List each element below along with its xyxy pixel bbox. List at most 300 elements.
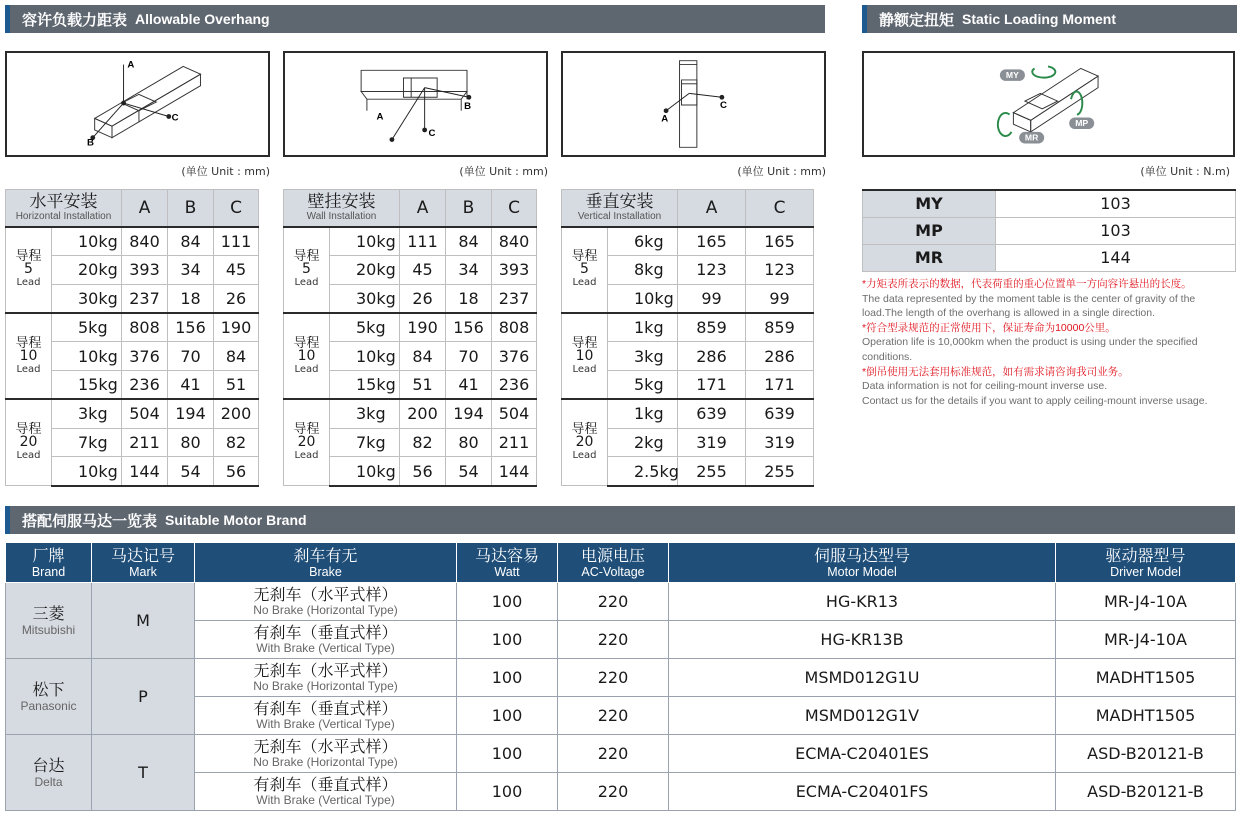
table-row xyxy=(863,244,1236,271)
watt-cell: 100 xyxy=(457,583,558,621)
voltage-cell: 220 xyxy=(558,583,669,621)
driver-model-cell: MADHT1505 xyxy=(1056,697,1236,735)
load-cell: 3kg xyxy=(52,399,122,428)
load-cell: 20kg xyxy=(52,255,122,284)
col-header-b: B xyxy=(168,190,214,227)
lead-en: Lead xyxy=(294,450,319,462)
value-cell: 194 xyxy=(168,399,214,428)
load-cell: 1kg xyxy=(608,399,678,428)
value-cell: 84 xyxy=(400,342,446,371)
brake-cell xyxy=(195,659,457,697)
brand-en: Delta xyxy=(34,775,63,789)
value-cell: 859 xyxy=(678,313,746,342)
value-cell: 237 xyxy=(492,284,537,313)
install-type-en: Wall Installation xyxy=(306,210,377,222)
header-zh: 马达容易 xyxy=(474,545,539,565)
unit-label-wall: (单位 Unit : mm) xyxy=(459,165,548,178)
value-cell: 54 xyxy=(446,457,492,486)
header-en: Mark xyxy=(129,564,157,579)
mark-cell: T xyxy=(92,735,195,811)
brake-cell xyxy=(195,583,457,621)
header-en: Watt xyxy=(494,564,520,579)
diagram-label-c: C xyxy=(719,99,727,111)
value-cell: 80 xyxy=(168,428,214,457)
table-row xyxy=(6,583,1236,621)
table-row xyxy=(284,227,537,256)
header-zh: 电源电压 xyxy=(580,545,645,565)
brake-cell xyxy=(195,621,457,659)
value-cell: 165 xyxy=(746,227,814,256)
brand-en: Mitsubishi xyxy=(21,623,76,637)
watt-cell: 100 xyxy=(457,697,558,735)
moment-rail-illustration xyxy=(864,53,1233,155)
value-cell: 211 xyxy=(492,428,537,457)
horizontal-rail-illustration xyxy=(7,53,268,155)
diagram-label-mr: MR xyxy=(1024,132,1039,143)
brand-zh: 松下 xyxy=(32,680,65,699)
static-moment-banner xyxy=(862,5,1237,33)
table-header-row xyxy=(6,190,259,227)
load-cell: 10kg xyxy=(52,227,122,256)
header-driver-model xyxy=(1056,543,1236,583)
load-cell: 10kg xyxy=(330,227,400,256)
load-cell: 8kg xyxy=(608,255,678,284)
brand-zh: 三菱 xyxy=(32,604,65,623)
brake-zh: 无刹车（水平式样） xyxy=(253,737,398,756)
col-header-c: C xyxy=(492,190,537,227)
brake-zh: 有刹车（垂直式样） xyxy=(253,623,398,642)
value-cell: 236 xyxy=(492,370,537,399)
brake-en: No Brake (Horizontal Type) xyxy=(253,679,398,693)
value-cell: 255 xyxy=(678,457,746,486)
unit-label-moment: (单位 Unit : N.m) xyxy=(1140,165,1230,178)
header-motor-model xyxy=(669,543,1056,583)
moment-value: 103 xyxy=(996,217,1236,244)
value-cell: 123 xyxy=(678,255,746,284)
lead-word: 导程 xyxy=(15,249,42,265)
lead-value: 20 xyxy=(575,434,594,451)
diagram-label-a: A xyxy=(376,111,384,123)
load-cell: 6kg xyxy=(608,227,678,256)
note-line: *符合型录规范的正常使用下，保证寿命为10000公里。 xyxy=(862,321,1116,334)
value-cell: 190 xyxy=(400,313,446,342)
install-type-zh: 水平安装 xyxy=(29,191,98,212)
brake-zh: 无刹车（水平式样） xyxy=(253,661,398,680)
brake-en: With Brake (Vertical Type) xyxy=(256,641,395,655)
diagram-label-a: A xyxy=(661,113,669,125)
value-cell: 639 xyxy=(678,399,746,428)
value-cell: 194 xyxy=(446,399,492,428)
voltage-cell: 220 xyxy=(558,773,669,811)
value-cell: 45 xyxy=(214,255,259,284)
brake-cell xyxy=(195,735,457,773)
table-row xyxy=(562,399,814,428)
value-cell: 56 xyxy=(214,457,259,486)
value-cell: 51 xyxy=(400,370,446,399)
brake-en: With Brake (Vertical Type) xyxy=(256,717,395,731)
value-cell: 26 xyxy=(400,284,446,313)
diagram-label-my: MY xyxy=(1005,70,1019,81)
value-cell: 156 xyxy=(446,313,492,342)
table-row xyxy=(562,313,814,342)
static-moment-title-en: Static Loading Moment xyxy=(962,11,1117,27)
driver-model-cell: MADHT1505 xyxy=(1056,659,1236,697)
horizontal-install-diagram xyxy=(5,51,270,157)
note-line: *力矩表所表示的数据，代表荷重的重心位置单一方向容许悬出的长度。 xyxy=(862,278,1192,290)
brake-zh: 无刹车（水平式样） xyxy=(253,585,398,604)
lead-en: Lead xyxy=(572,363,597,375)
header-en: Motor Model xyxy=(827,564,897,579)
value-cell: 84 xyxy=(446,227,492,256)
diagram-label-b: B xyxy=(464,100,472,112)
value-cell: 165 xyxy=(678,227,746,256)
load-cell: 30kg xyxy=(52,284,122,313)
motor-banner xyxy=(5,506,1235,534)
load-cell: 1kg xyxy=(608,313,678,342)
watt-cell: 100 xyxy=(457,735,558,773)
table-row xyxy=(6,313,259,342)
value-cell: 34 xyxy=(168,255,214,284)
load-cell: 7kg xyxy=(52,428,122,457)
motor-model-cell: MSMD012G1U xyxy=(669,659,1056,697)
motor-model-cell: HG-KR13 xyxy=(669,583,1056,621)
value-cell: 56 xyxy=(400,457,446,486)
table-row xyxy=(562,227,814,256)
note-line: Operation life is 10,000km when the product is using under the specified conditions. xyxy=(862,336,1198,363)
note-line: The data represented by the moment table is the center of gravity of the load.The length of the overhang is allowed in a single direction. xyxy=(862,292,1196,320)
motor-table xyxy=(5,542,1236,811)
brake-en: With Brake (Vertical Type) xyxy=(256,793,395,807)
install-type-en: Vertical Installation xyxy=(577,210,662,222)
value-cell: 70 xyxy=(446,342,492,371)
header-zh: 伺服马达型号 xyxy=(813,545,910,565)
wall-overhang-table xyxy=(283,189,537,487)
value-cell: 840 xyxy=(122,227,168,256)
header-en: AC-Voltage xyxy=(581,564,645,579)
value-cell: 190 xyxy=(214,313,259,342)
col-header-a: A xyxy=(678,190,746,227)
install-type-zh: 壁挂安装 xyxy=(307,191,376,212)
mark-cell: P xyxy=(92,659,195,735)
value-cell: 18 xyxy=(168,284,214,313)
header-zh: 厂牌 xyxy=(32,545,65,565)
load-cell: 2kg xyxy=(608,428,678,457)
note-line: Data information is not for ceiling-mount inverse use. xyxy=(862,380,1108,393)
value-cell: 286 xyxy=(678,342,746,371)
brake-en: No Brake (Horizontal Type) xyxy=(253,755,398,769)
vertical-install-diagram xyxy=(561,51,826,157)
table-row xyxy=(863,190,1236,217)
load-cell: 15kg xyxy=(52,370,122,399)
value-cell: 237 xyxy=(122,284,168,313)
lead-cell xyxy=(6,399,52,485)
value-cell: 504 xyxy=(492,399,537,428)
lead-value: 10 xyxy=(297,347,316,364)
lead-en: Lead xyxy=(294,363,319,375)
value-cell: 171 xyxy=(678,370,746,399)
motor-title-en: Suitable Motor Brand xyxy=(165,512,307,528)
value-cell: 99 xyxy=(746,284,814,313)
vertical-rail-illustration xyxy=(563,53,824,155)
mark-cell: M xyxy=(92,583,195,659)
value-cell: 41 xyxy=(168,370,214,399)
col-header-b: B xyxy=(446,190,492,227)
col-header-c: C xyxy=(214,190,259,227)
motor-title-zh: 搭配伺服马达一览表 xyxy=(22,511,158,530)
lead-value: 5 xyxy=(24,261,33,278)
lead-en: Lead xyxy=(16,363,41,375)
value-cell: 808 xyxy=(492,313,537,342)
overhang-title-zh: 容许负载力距表 xyxy=(22,10,128,29)
driver-model-cell: MR-J4-10A xyxy=(1056,583,1236,621)
brake-zh: 有刹车（垂直式样） xyxy=(253,699,398,718)
note-line: Contact us for the details if you want to apply ceiling-mount inverse usage. xyxy=(862,394,1208,407)
table-header-row xyxy=(284,190,537,227)
load-cell: 7kg xyxy=(330,428,400,457)
load-cell: 15kg xyxy=(330,370,400,399)
notes-block xyxy=(862,277,1237,408)
brand-cell xyxy=(6,735,92,811)
brake-cell xyxy=(195,697,457,735)
table-row xyxy=(6,399,259,428)
moment-key: MP xyxy=(863,217,996,244)
voltage-cell: 220 xyxy=(558,735,669,773)
value-cell: 200 xyxy=(400,399,446,428)
diagram-label-a: A xyxy=(127,59,135,71)
value-cell: 70 xyxy=(168,342,214,371)
lead-word: 导程 xyxy=(293,249,320,265)
table-row xyxy=(863,217,1236,244)
value-cell: 144 xyxy=(122,457,168,486)
lead-word: 导程 xyxy=(571,335,598,351)
value-cell: 319 xyxy=(746,428,814,457)
motor-model-cell: HG-KR13B xyxy=(669,621,1056,659)
brand-cell xyxy=(6,659,92,735)
table-row xyxy=(6,735,1236,773)
watt-cell: 100 xyxy=(457,773,558,811)
lead-word: 导程 xyxy=(15,335,42,351)
lead-word: 导程 xyxy=(571,422,598,438)
col-header-c: C xyxy=(746,190,814,227)
lead-en: Lead xyxy=(16,277,41,289)
motor-model-cell: MSMD012G1V xyxy=(669,697,1056,735)
moment-key: MR xyxy=(863,244,996,271)
lead-cell xyxy=(284,313,330,399)
value-cell: 808 xyxy=(122,313,168,342)
header-brand xyxy=(6,543,92,583)
value-cell: 144 xyxy=(492,457,537,486)
table-row xyxy=(6,227,259,256)
value-cell: 200 xyxy=(214,399,259,428)
driver-model-cell: ASD-B20121-B xyxy=(1056,773,1236,811)
value-cell: 639 xyxy=(746,399,814,428)
wall-install-diagram xyxy=(283,51,548,157)
lead-value: 20 xyxy=(19,434,38,451)
header-mark xyxy=(92,543,195,583)
voltage-cell: 220 xyxy=(558,621,669,659)
load-cell: 30kg xyxy=(330,284,400,313)
diagram-label-c: C xyxy=(428,127,436,139)
value-cell: 82 xyxy=(400,428,446,457)
value-cell: 84 xyxy=(168,227,214,256)
voltage-cell: 220 xyxy=(558,659,669,697)
moment-value: 103 xyxy=(996,190,1236,217)
brake-cell xyxy=(195,773,457,811)
value-cell: 376 xyxy=(122,342,168,371)
value-cell: 236 xyxy=(122,370,168,399)
value-cell: 286 xyxy=(746,342,814,371)
install-type-en: Horizontal Installation xyxy=(15,210,112,222)
overhang-title-en: Allowable Overhang xyxy=(135,11,270,27)
moment-key: MY xyxy=(863,190,996,217)
lead-word: 导程 xyxy=(293,422,320,438)
lead-value: 10 xyxy=(19,347,38,364)
lead-value: 20 xyxy=(297,434,316,451)
brand-cell xyxy=(6,583,92,659)
value-cell: 393 xyxy=(122,255,168,284)
value-cell: 111 xyxy=(214,227,259,256)
load-cell: 2.5kg xyxy=(608,457,678,486)
banner-accent xyxy=(5,506,10,534)
watt-cell: 100 xyxy=(457,659,558,697)
header-zh: 刹车有无 xyxy=(293,545,358,565)
unit-label-horizontal: (单位 Unit : mm) xyxy=(181,165,270,178)
value-cell: 504 xyxy=(122,399,168,428)
diagram-label-c: C xyxy=(171,112,179,124)
install-type-header xyxy=(6,190,122,227)
col-header-a: A xyxy=(400,190,446,227)
value-cell: 54 xyxy=(168,457,214,486)
lead-value: 10 xyxy=(575,347,594,364)
lead-cell xyxy=(562,399,608,485)
banner-accent xyxy=(862,5,867,33)
value-cell: 859 xyxy=(746,313,814,342)
lead-word: 导程 xyxy=(293,335,320,351)
banner-accent xyxy=(5,5,10,33)
lead-en: Lead xyxy=(572,450,597,462)
load-cell: 10kg xyxy=(330,457,400,486)
table-header-row xyxy=(562,190,814,227)
load-cell: 5kg xyxy=(52,313,122,342)
lead-word: 导程 xyxy=(571,249,598,265)
value-cell: 80 xyxy=(446,428,492,457)
header-en: Brake xyxy=(309,564,342,579)
load-cell: 3kg xyxy=(608,342,678,371)
value-cell: 840 xyxy=(492,227,537,256)
value-cell: 26 xyxy=(214,284,259,313)
value-cell: 123 xyxy=(746,255,814,284)
vertical-overhang-table xyxy=(561,189,814,487)
load-cell: 10kg xyxy=(608,284,678,313)
lead-cell xyxy=(6,313,52,399)
lead-en: Lead xyxy=(16,450,41,462)
lead-cell xyxy=(562,313,608,399)
lead-cell xyxy=(284,227,330,313)
value-cell: 99 xyxy=(678,284,746,313)
value-cell: 376 xyxy=(492,342,537,371)
wall-rail-illustration xyxy=(285,53,546,155)
static-moment-diagram xyxy=(862,51,1235,157)
load-cell: 5kg xyxy=(330,313,400,342)
lead-value: 5 xyxy=(580,261,589,278)
load-cell: 10kg xyxy=(52,342,122,371)
value-cell: 82 xyxy=(214,428,259,457)
brand-en: Panasonic xyxy=(20,699,77,713)
lead-word: 导程 xyxy=(15,422,42,438)
value-cell: 84 xyxy=(214,342,259,371)
voltage-cell: 220 xyxy=(558,697,669,735)
load-cell: 10kg xyxy=(52,457,122,486)
note-line: *倒吊使用无法套用标准规范，如有需求请咨询我司业务。 xyxy=(862,365,1129,378)
table-header-row xyxy=(6,543,1236,583)
value-cell: 393 xyxy=(492,255,537,284)
value-cell: 171 xyxy=(746,370,814,399)
table-row xyxy=(284,313,537,342)
value-cell: 34 xyxy=(446,255,492,284)
diagram-label-b: B xyxy=(86,137,94,149)
load-cell: 20kg xyxy=(330,255,400,284)
header-watt xyxy=(457,543,558,583)
header-zh: 马达记号 xyxy=(110,545,175,565)
value-cell: 211 xyxy=(122,428,168,457)
watt-cell: 100 xyxy=(457,621,558,659)
value-cell: 156 xyxy=(168,313,214,342)
header-voltage xyxy=(558,543,669,583)
header-zh: 驱动器型号 xyxy=(1105,545,1186,565)
table-row xyxy=(6,659,1236,697)
static-moment-title-zh: 静额定扭矩 xyxy=(879,10,955,29)
install-type-header xyxy=(284,190,400,227)
motor-model-cell: ECMA-C20401ES xyxy=(669,735,1056,773)
moment-value: 144 xyxy=(996,244,1236,271)
lead-en: Lead xyxy=(572,277,597,289)
driver-model-cell: ASD-B20121-B xyxy=(1056,735,1236,773)
value-cell: 51 xyxy=(214,370,259,399)
brake-zh: 有刹车（垂直式样） xyxy=(253,775,398,794)
value-cell: 18 xyxy=(446,284,492,313)
lead-en: Lead xyxy=(294,277,319,289)
unit-label-vertical: (单位 Unit : mm) xyxy=(737,165,826,178)
overhang-banner xyxy=(5,5,825,33)
value-cell: 45 xyxy=(400,255,446,284)
load-cell: 5kg xyxy=(608,370,678,399)
brake-en: No Brake (Horizontal Type) xyxy=(253,603,398,617)
header-en: Brand xyxy=(31,564,66,579)
load-cell: 10kg xyxy=(330,342,400,371)
motor-model-cell: ECMA-C20401FS xyxy=(669,773,1056,811)
brand-zh: 台达 xyxy=(32,756,65,775)
static-moment-table xyxy=(862,189,1236,272)
value-cell: 111 xyxy=(400,227,446,256)
horizontal-overhang-table xyxy=(5,189,259,487)
header-brake xyxy=(195,543,457,583)
lead-cell xyxy=(562,227,608,313)
diagram-label-mp: MP xyxy=(1075,118,1089,129)
install-type-zh: 垂直安装 xyxy=(585,191,654,212)
header-en: Driver Model xyxy=(1110,564,1181,579)
value-cell: 255 xyxy=(746,457,814,486)
value-cell: 41 xyxy=(446,370,492,399)
col-header-a: A xyxy=(122,190,168,227)
lead-value: 5 xyxy=(302,261,311,278)
driver-model-cell: MR-J4-10A xyxy=(1056,621,1236,659)
lead-cell xyxy=(6,227,52,313)
lead-cell xyxy=(284,399,330,485)
install-type-header xyxy=(562,190,678,227)
value-cell: 319 xyxy=(678,428,746,457)
table-row xyxy=(284,399,537,428)
load-cell: 3kg xyxy=(330,399,400,428)
